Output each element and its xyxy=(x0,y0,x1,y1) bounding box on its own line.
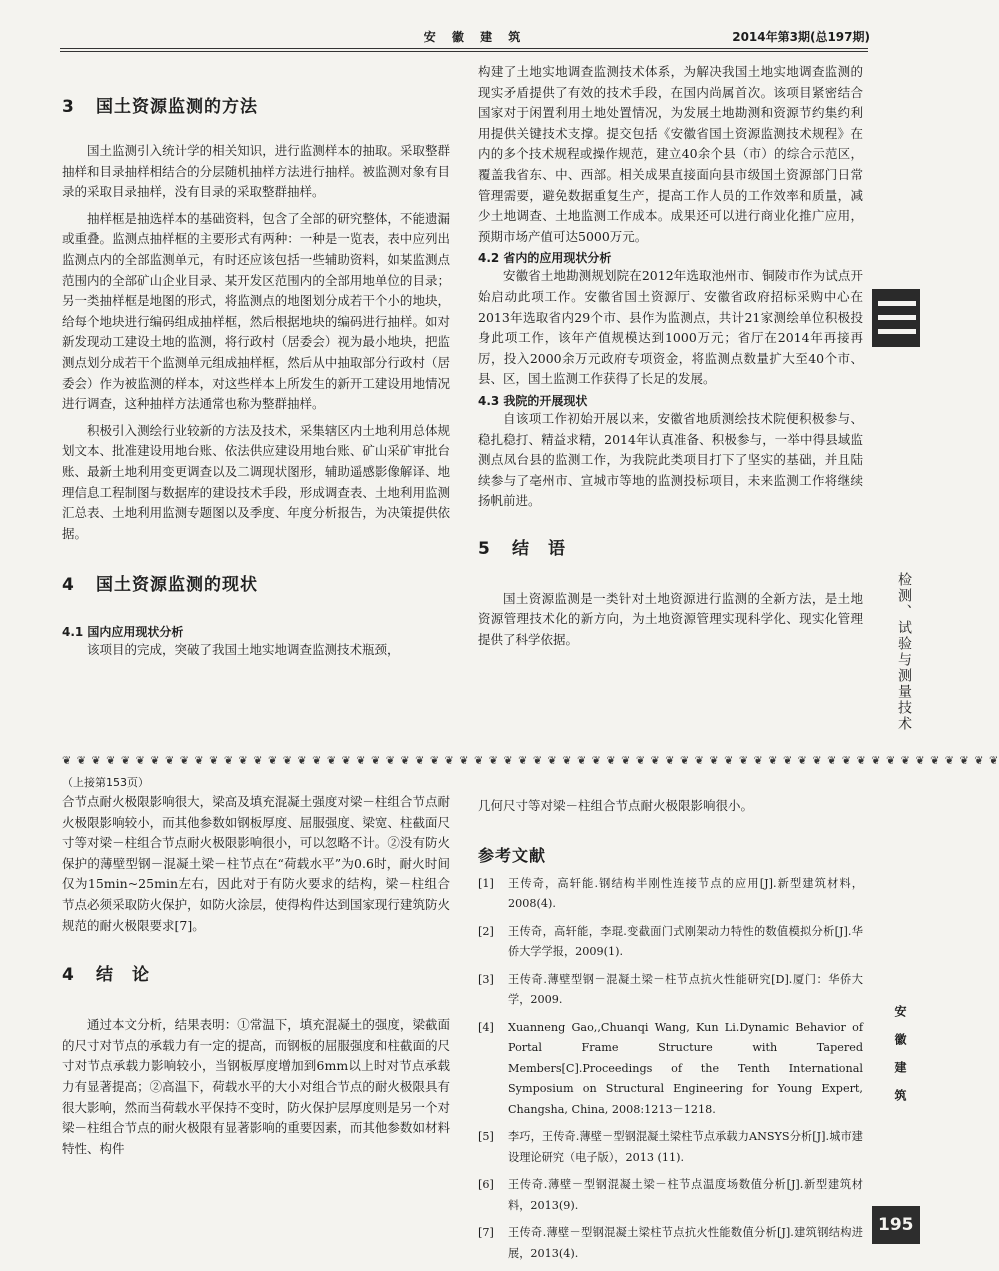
margin-tab-stripe xyxy=(878,301,916,306)
left-column-lower xyxy=(62,774,450,1159)
references-list xyxy=(478,874,863,1265)
reference-text: 李巧，王传奇.薄壁－型钢混凝土梁柱节点承载力ANSYS分析[J].城市建设理论研究（电子版），2013 (11). xyxy=(508,1130,863,1164)
reference-text: 王传奇，高轩能.钢结构半刚性连接节点的应用[J].新型建筑材料，2008(4). xyxy=(508,876,863,911)
reference-item xyxy=(478,1127,863,1168)
conclusion-heading xyxy=(62,960,450,985)
subsection-4-3-text: 自该项工作初始开展以来，安徽省地质测绘技术院便积极参与、稳扎稳打、精益求精，2014年认真准备、积极参与，一举中得县域监测点凤台县的监测工作，为我院此类项目打下了坚实的基础，并且陆续参与了亳州市、宣城市等地的监测投标项目，未来监测工作将继续扬帆前进。 xyxy=(478,410,863,509)
references-heading: 参考文献 xyxy=(478,845,547,865)
section-3-paragraph-3: 积极引入测绘行业较新的方法及技术，采集辖区内土地利用总体规划文本、批准建设用地台账、依法供应建设用地台账、矿山采矿审批台账、最新土地利用变更调查以及二调现状图形，辅助遥感影像解译、地理信息工程制图与数据库的建设技术手段，形成调查表、土地利用监测汇总表、土地利用监测专题图以及季度、年度分析报告，为决策提供依据。 xyxy=(62,422,450,541)
section-5-text: 国土资源监测是一类针对土地资源进行监测的全新方法，是土地资源管理技术化的新方向，为土地资源管理实现科学化、现实化管理提供了科学依据。 xyxy=(478,590,863,648)
reference-number: [6] xyxy=(478,1178,494,1192)
section-3-title: 国土资源监测的方法 xyxy=(96,97,258,117)
section-4-title: 国土资源监测的现状 xyxy=(96,575,258,596)
section-3-paragraph-2: 抽样框是抽选样本的基础资料，包含了全部的研究整体，不能遗漏或重叠。监测点抽样框的主要形式有两种：一种是一览表，表中应列出监测点内的全部监测单元，有时还应该包括一些辅助资料，如某监测点范围内的全部矿山企业目录、某开发区范围内的全部用地单位的目录；另一类抽样框是地图的形式，将监测点的地图划分成若干个小的地块，给每个地块进行编码组成抽样框，然后根据地块的编码进行抽样。如对新发现动工建设土地的监测，将行政村（居委会）视为最小地块，把监测点划分成若干个监测单元组成抽样框，然后从中抽取部分行政村（居委会）作为被监测的样本，对这些样本上所发生的新开工建设用地情况进行调查，这种抽样方法通常也称为整群抽样。 xyxy=(62,210,450,412)
section-5-heading xyxy=(478,534,863,559)
reference-text: 王传奇.薄壁型钢－混凝土梁－柱节点抗火性能研究[D].厦门：华侨大学，2009. xyxy=(508,972,863,1007)
reference-text: 王传奇.薄壁－型钢混凝土梁柱节点抗火性能数值分析[J].建筑钢结构进展，2013(4). xyxy=(508,1226,863,1260)
reference-text: Xuanneng Gao,,Chuanqi Wang, Kun Li.Dynamic Behavior of Portal Frame Structure with Tapered Members[C].Proceedings of the Tenth International Symposium on Structural Engineering for Young Expert, Changsha, China, 2008:1213－1218. xyxy=(508,1020,863,1116)
reference-item xyxy=(478,970,863,1011)
margin-journal-label: 安徽建筑 xyxy=(893,1005,907,1117)
section-4-1-continued: 构建了土地实地调查监测技术体系，为解决我国土地实地调查监测的现实矛盾提供了有效的技术手段，在国内尚属首次。该项目紧密结合国家对于闲置利用土地处置情况，为发展土地勘测和资源节约集约利用提供关键技术支撑。提交包括《安徽省国土资源监测技术规程》在内的多个技术规程或操作规范，建立40余个县（市）的综合示范区，覆盖我省东、中、西部。相关成果直接面向县市级国土资源部门日常管理需要，避免数据重复生产，提高工作人员的工作效率和质量，减少土地调查、土地监测工作成本。成果还可以进行商业化推广应用，预期市场产值可达5000万元。 xyxy=(478,64,863,244)
section-5-number: 5 xyxy=(478,538,491,559)
section-3-paragraph-1: 国土监测引入统计学的相关知识，进行监测样本的抽取。采取整群抽样和目录抽样相结合的分层随机抽样方法进行抽样。被监测对象有目录的采取目录抽样，没有目录的采取整群抽样。 xyxy=(62,143,450,200)
section-5-title: 结 语 xyxy=(512,538,566,559)
section-3-number: 3 xyxy=(62,97,75,117)
margin-tab-stripe xyxy=(878,315,916,320)
running-header-issue: 2014年第3期(总197期) xyxy=(732,30,870,44)
margin-category-label: 检测、试验与测量技术 xyxy=(896,572,912,732)
reference-item xyxy=(478,874,863,915)
ornamental-divider: ❦ ❦ ❦ ❦ ❦ ❦ ❦ ❦ ❦ ❦ ❦ ❦ ❦ ❦ ❦ ❦ ❦ ❦ ❦ ❦ ❦ ❦ ❦ ❦ ❦ ❦ ❦ ❦ ❦ ❦ ❦ ❦ ❦ ❦ ❦ ❦ ❦ ❦ ❦ ❦ ❦ ❦ ❦ ❦ ❦ ❦ ❦ ❦ ❦ ❦ ❦ ❦ ❦ ❦ ❦ ❦ ❦ ❦ ❦ ❦ ❦ ❦ ❦ ❦ xyxy=(62,754,999,767)
reference-number: [7] xyxy=(478,1226,494,1240)
lower-article-paragraph: 合节点耐火极限影响很大，梁高及填充混凝土强度对梁－柱组合节点耐火极限影响较小，而其他参数如钢板厚度、屈服强度、梁宽、柱截面尺寸等对梁－柱组合节点耐火极限影响很小，可以忽略不计。②没有防火保护的薄壁型钢－混凝土梁－柱节点在“荷载水平”为0.6时，耐火时间仅为15min~25min左右，因此对于有防火要求的结构，梁－柱组合节点必须采取防火保护，如防火涂层，使得构件达到国家现行建筑防火规范的耐火极限要求[7]。 xyxy=(62,794,450,933)
reference-item xyxy=(478,1175,863,1216)
subsection-4-2-heading: 4.2 省内的应用现状分析 xyxy=(478,251,612,266)
running-header-journal: 安 徽 建 筑 xyxy=(423,30,527,44)
reference-number: [5] xyxy=(478,1130,494,1144)
page-number: 195 xyxy=(872,1206,920,1244)
conclusion-continued: 几何尺寸等对梁－柱组合节点耐火极限影响很小。 xyxy=(478,798,754,813)
conclusion-number: 4 xyxy=(62,965,75,986)
subsection-4-1-heading: 4.1 国内应用现状分析 xyxy=(62,625,184,640)
subsection-4-3-heading: 4.3 我院的开展现状 xyxy=(478,393,588,408)
reference-number: [4] xyxy=(478,1020,494,1034)
margin-tab-mark xyxy=(872,289,920,347)
left-column-upper xyxy=(62,74,450,661)
reference-text: 王传奇，高轩能，李琨.变截面门式刚架动力特性的数值模拟分析[J].华侨大学学报，2009(1). xyxy=(508,924,863,959)
subsection-4-1-text: 该项目的完成，突破了我国土地实地调查监测技术瓶颈， xyxy=(87,642,400,658)
section-3-heading xyxy=(62,92,450,117)
continued-from-note: （上接第153页） xyxy=(62,776,149,789)
reference-item xyxy=(478,922,863,963)
section-4-number: 4 xyxy=(62,575,75,596)
section-4-heading xyxy=(62,570,450,595)
header-rule-thin xyxy=(60,51,868,52)
conclusion-title: 结 论 xyxy=(96,965,150,986)
right-column-lower xyxy=(478,796,863,1271)
reference-number: [1] xyxy=(478,876,494,890)
right-column-upper xyxy=(478,62,863,651)
header-rule xyxy=(60,48,868,49)
conclusion-text: 通过本文分析，结果表明：①常温下，填充混凝土的强度，梁截面的尺寸对节点的承载力有一定的提高，而钢板的屈服强度和柱截面的尺寸对节点承载力影响较小，当钢板厚度增加到6mm以上时对节点承载力有显著提高；②高温下，荷载水平的大小对组合节点的耐火极限具有很大影响，然而当荷载水平保持不变时，防火保护层厚度则是另一个对梁－柱组合节点的耐火极限有显著影响的重要因素，而其他参数如材料特性、构件 xyxy=(62,1017,450,1156)
reference-number: [2] xyxy=(478,924,494,938)
reference-item xyxy=(478,1223,863,1264)
reference-text: 王传奇.薄壁－型钢混凝土梁－柱节点温度场数值分析[J].新型建筑材料，2013(9). xyxy=(508,1178,863,1212)
margin-tab-stripe xyxy=(878,329,916,334)
subsection-4-2-text: 安徽省土地勘测规划院在2012年选取池州市、铜陵市作为试点开始启动此项工作。安徽省国土资源厅、安徽省政府招标采购中心在2013年选取省内29个市、县作为监测点，共计21家测绘单位积极投身此项工作，该年产值规模达到1000万元；省厅在2014年再接再厉，投入2000余万元政府专项资金，将监测点数量扩大至40个市、县、区，国土监测工作获得了长足的发展。 xyxy=(478,268,863,387)
reference-number: [3] xyxy=(478,972,494,986)
reference-item xyxy=(478,1018,863,1121)
